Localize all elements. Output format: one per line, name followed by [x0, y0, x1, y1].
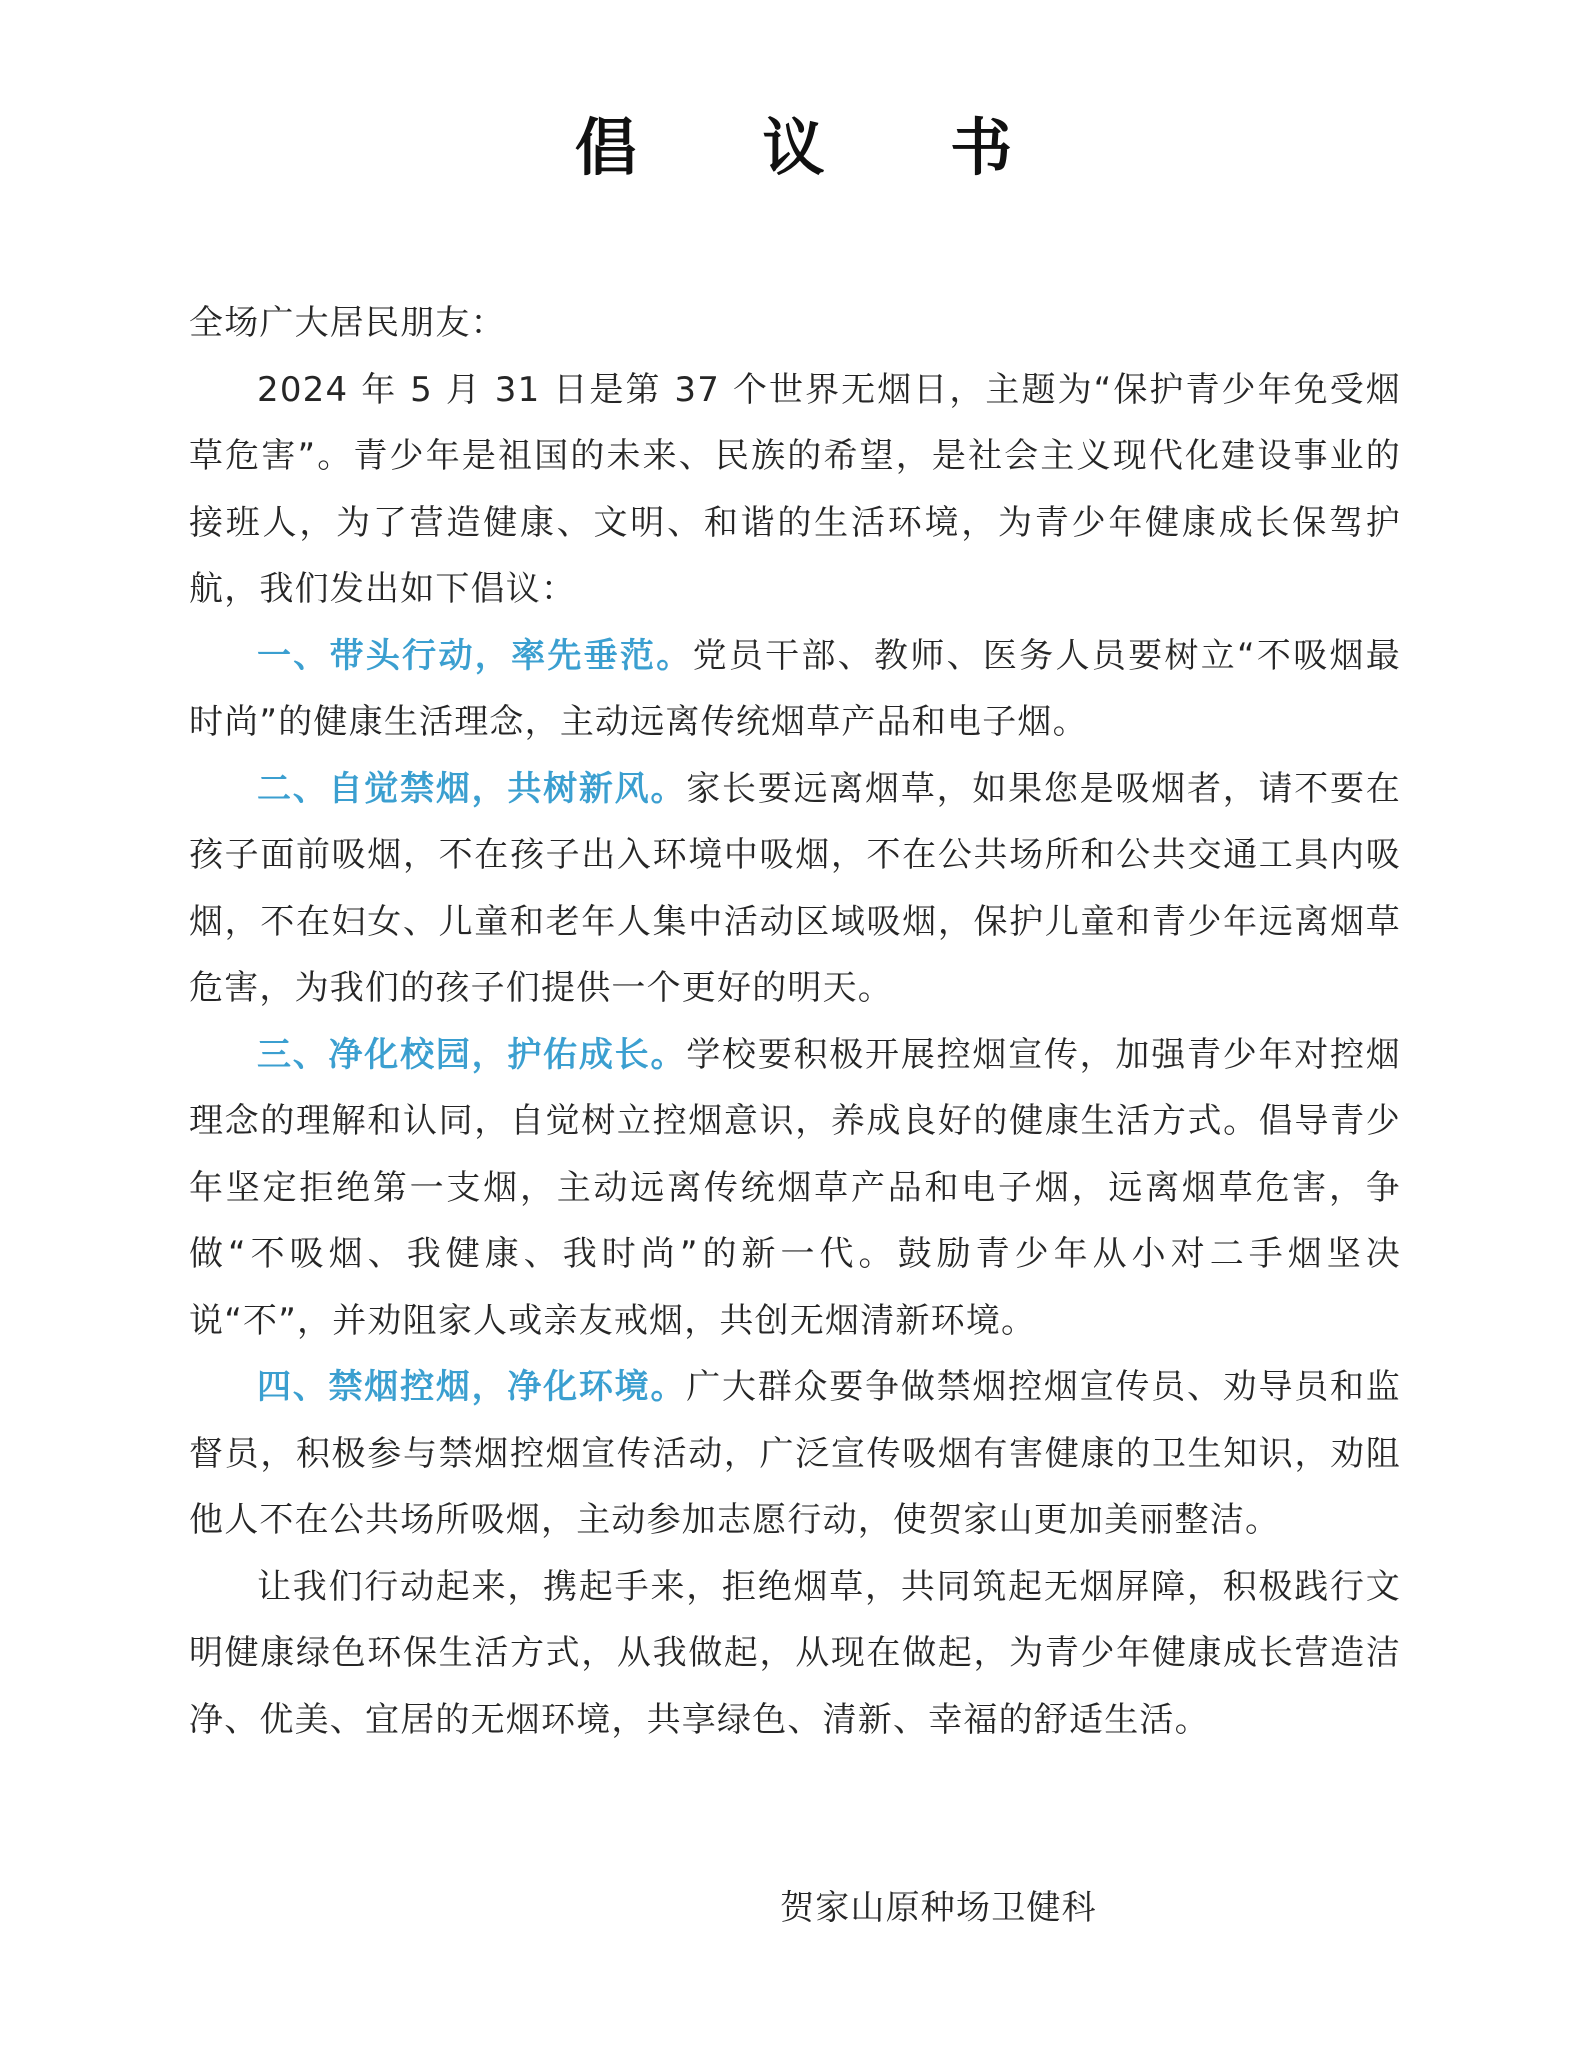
- proposal-text-4: 广大群众要争做禁烟控烟宣传员、劝导员和监督员，积极参与禁烟控烟宣传活动，广泛宣传吸烟有害健康的卫生知识，劝阻他人不在公共场所吸烟，主动参加志愿行动，使贺家山更加美丽整洁。: [189, 1367, 1402, 1540]
- proposal-item-3: [189, 1022, 1401, 1355]
- proposal-item-2: [189, 756, 1401, 1022]
- document-title: 倡 议 书: [574, 111, 1065, 184]
- proposal-item-1: [189, 623, 1401, 756]
- document-body: [189, 290, 1401, 1753]
- proposal-text-1: 党员干部、教师、医务人员要树立“不吸烟最时尚”的健康生活理念，主动远离传统烟草产品和电子烟。: [189, 635, 1401, 742]
- proposal-text-3: 学校要积极开展控烟宣传，加强青少年对控烟理念的理解和认同，自觉树立控烟意识，养成良好的健康生活方式。倡导青少年坚定拒绝第一支烟，主动远离传统烟草产品和电子烟，远离烟草危害，争做“不吸烟、我健康、我时尚”的新一代。鼓励青少年从小对二手烟坚决说“不”，并劝阻家人或亲友戒烟，共创无烟清新环境。: [189, 1034, 1402, 1341]
- proposal-heading-3: 三、净化校园，护佑成长。: [257, 1034, 687, 1075]
- salutation: 全场广大居民朋友：: [189, 303, 506, 343]
- closing-paragraph: 让我们行动起来，携起手来，拒绝烟草，共同筑起无烟屏障，积极践行文明健康绿色环保生活方式，从我做起，从现在做起，为青少年健康成长营造洁净、优美、宜居的无烟环境，共享绿色、清新、幸福的舒适生活。: [189, 1566, 1401, 1740]
- proposal-heading-4: 四、禁烟控烟，净化环境。: [257, 1367, 687, 1407]
- proposal-heading-2: 二、自觉禁烟，共树新风。: [257, 768, 687, 809]
- intro-paragraph: 2024 年 5 月 31 日是第 37 个世界无烟日，主题为“保护青少年免受烟草危害”。青少年是祖国的未来、民族的希望，是社会主义现代化建设事业的接班人，为了营造健康、文明、和谐的生活环境，为青少年健康成长保驾护航，我们发出如下倡议：: [189, 369, 1401, 609]
- proposal-item-4: [189, 1354, 1401, 1554]
- signature: 贺家山原种场卫健科: [780, 1888, 1097, 1928]
- proposal-heading-1: 一、带头行动，率先垂范。: [257, 635, 693, 676]
- proposal-text-2: 家长要远离烟草，如果您是吸烟者，请不要在孩子面前吸烟，不在孩子出入环境中吸烟，不在公共场所和公共交通工具内吸烟，不在妇女、儿童和老年人集中活动区域吸烟，保护儿童和青少年远离烟草危害，为我们的孩子们提供一个更好的明天。: [189, 768, 1402, 1008]
